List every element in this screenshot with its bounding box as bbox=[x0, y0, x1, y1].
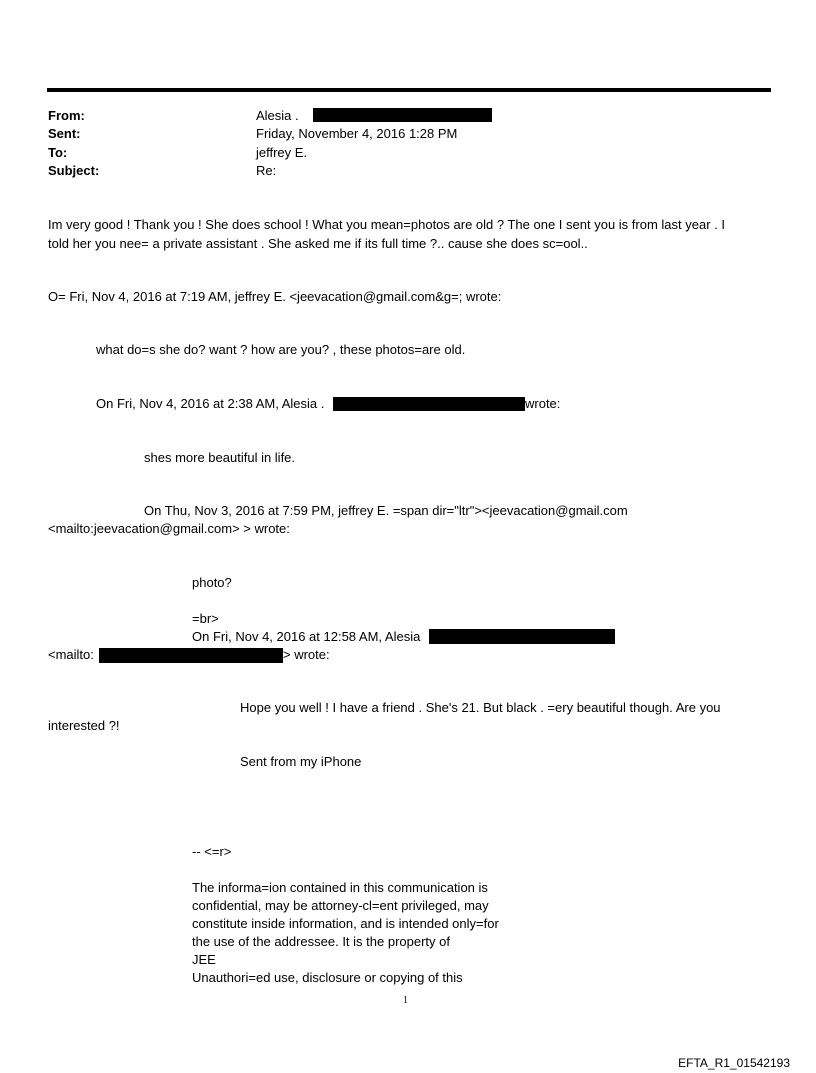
quote-text: interested ?! bbox=[48, 718, 120, 733]
redaction-bar bbox=[99, 648, 283, 663]
quote-header: On Fri, Nov 4, 2016 at 12:58 AM, Alesia bbox=[192, 629, 421, 644]
header-rule bbox=[47, 88, 771, 92]
quote-text: Hope you well ! I have a friend . She's 21. But black . =ery beautiful though. Are you bbox=[240, 700, 721, 715]
disclaimer-line: constitute inside information, and is intended only=for bbox=[192, 916, 499, 931]
signature: Sent from my iPhone bbox=[240, 754, 362, 769]
quote-header: <mailto:jeevacation@gmail.com> > wrote: bbox=[48, 521, 290, 536]
quote-text: photo? bbox=[192, 575, 232, 590]
quote-text: what do=s she do? want ? how are you? , these photos=are old. bbox=[96, 342, 466, 357]
disclaimer-line: Unauthori=ed use, disclosure or copying of this bbox=[192, 970, 463, 985]
disclaimer-line: the use of the addressee. It is the property of bbox=[192, 934, 450, 949]
quote-header-suffix: > wrote: bbox=[283, 647, 330, 662]
disclaimer-line: confidential, may be attorney-cl=ent privileged, may bbox=[192, 898, 489, 913]
document-id: EFTA_R1_01542193 bbox=[678, 1056, 790, 1070]
quote-header: O= Fri, Nov 4, 2016 at 7:19 AM, jeffrey E. <jeevacation@gmail.com&g=; wrote: bbox=[48, 289, 502, 304]
from-value: Alesia . bbox=[256, 108, 299, 123]
subject-value: Re: bbox=[256, 163, 277, 178]
body-line: Im very good ! Thank you ! She does school ! What you mean=photos are old ? The one I sent you is from last year . I bbox=[48, 217, 725, 232]
quote-text: shes more beautiful in life. bbox=[144, 450, 296, 465]
quote-header-suffix: wrote: bbox=[525, 396, 561, 411]
quote-text: =br> bbox=[192, 611, 219, 626]
body-line: told her you nee= a private assistant . She asked me if its full time ?.. cause she does sc=ool.. bbox=[48, 236, 588, 251]
quote-header-prefix: On Fri, Nov 4, 2016 at 2:38 AM, Alesia . bbox=[96, 396, 325, 411]
sent-label: Sent: bbox=[48, 126, 81, 141]
quote-header-prefix: <mailto: bbox=[48, 647, 94, 662]
quote-header: On Thu, Nov 3, 2016 at 7:59 PM, jeffrey E. =span dir="ltr"><jeevacation@gmail.com bbox=[144, 503, 628, 518]
signature-separator: -- <=r> bbox=[192, 844, 232, 859]
subject-label: Subject: bbox=[48, 163, 100, 178]
page-number: 1 bbox=[403, 995, 408, 1006]
to-value: jeffrey E. bbox=[256, 145, 308, 160]
from-label: From: bbox=[48, 108, 85, 123]
disclaimer-line: JEE bbox=[192, 952, 216, 967]
sent-value: Friday, November 4, 2016 1:28 PM bbox=[256, 126, 458, 141]
to-label: To: bbox=[48, 145, 68, 160]
redaction-bar bbox=[429, 629, 615, 644]
redaction-bar bbox=[313, 108, 492, 122]
disclaimer-line: The informa=ion contained in this communication is bbox=[192, 880, 488, 895]
redaction-bar bbox=[333, 397, 525, 411]
